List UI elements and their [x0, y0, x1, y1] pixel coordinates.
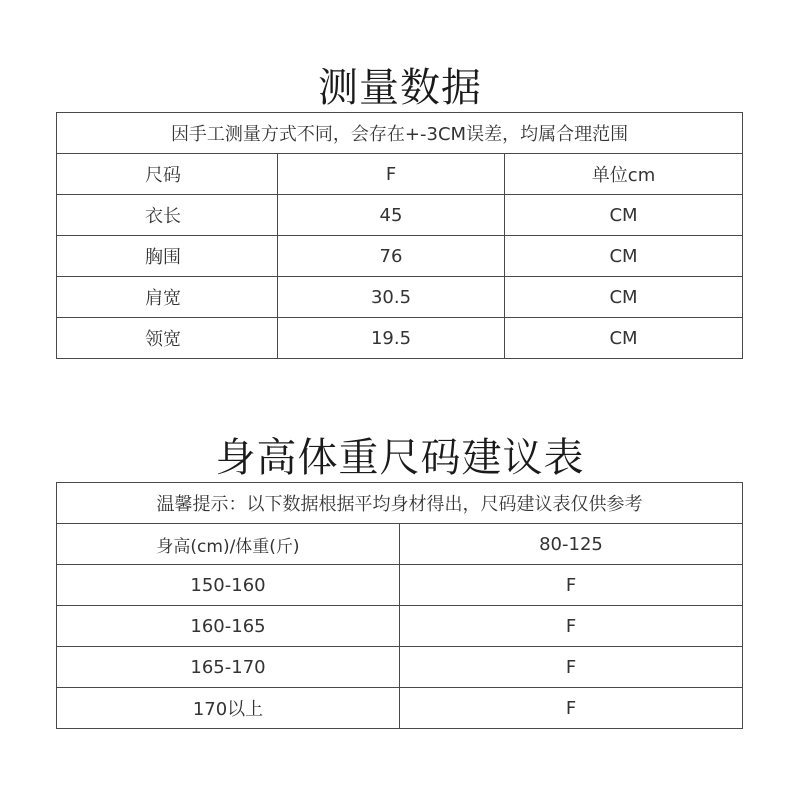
size-guide-title: 身高体重尺码建议表	[215, 435, 585, 481]
row-unit: CM	[505, 195, 743, 236]
row-unit: CM	[505, 236, 743, 277]
recommended-size: F	[400, 647, 743, 688]
size-guide-table	[56, 482, 743, 729]
header-f: F	[278, 154, 505, 195]
recommended-size: F	[400, 565, 743, 606]
row-label: 领宽	[57, 318, 278, 359]
height-range: 150-160	[57, 565, 400, 606]
recommended-size: F	[400, 688, 743, 729]
measurement-table	[56, 112, 743, 359]
table-row	[57, 688, 743, 729]
table-row	[57, 277, 743, 318]
table-row	[57, 318, 743, 359]
row-unit: CM	[505, 318, 743, 359]
row-label: 肩宽	[57, 277, 278, 318]
row-label: 胸围	[57, 236, 278, 277]
size-note: 温馨提示：以下数据根据平均身材得出，尺码建议表仅供参考	[57, 483, 743, 524]
table-row	[57, 195, 743, 236]
row-value: 45	[278, 195, 505, 236]
height-range: 165-170	[57, 647, 400, 688]
header-weight-range: 80-125	[400, 524, 743, 565]
table-row	[57, 647, 743, 688]
height-range: 170以上	[57, 688, 400, 729]
row-value: 30.5	[278, 277, 505, 318]
height-range: 160-165	[57, 606, 400, 647]
header-size: 尺码	[57, 154, 278, 195]
table-row	[57, 565, 743, 606]
measurement-note-row	[57, 113, 743, 154]
header-unit: 单位cm	[505, 154, 743, 195]
recommended-size: F	[400, 606, 743, 647]
size-header-row	[57, 524, 743, 565]
size-note-row	[57, 483, 743, 524]
measurement-header-row	[57, 154, 743, 195]
measurement-note: 因手工测量方式不同，会存在+-3CM误差，均属合理范围	[57, 113, 743, 154]
table-row	[57, 606, 743, 647]
table-row	[57, 236, 743, 277]
row-label: 衣长	[57, 195, 278, 236]
row-unit: CM	[505, 277, 743, 318]
row-value: 19.5	[278, 318, 505, 359]
measurement-title: 测量数据	[318, 65, 482, 111]
row-value: 76	[278, 236, 505, 277]
header-height-weight: 身高(cm)/体重(斤)	[57, 524, 400, 565]
